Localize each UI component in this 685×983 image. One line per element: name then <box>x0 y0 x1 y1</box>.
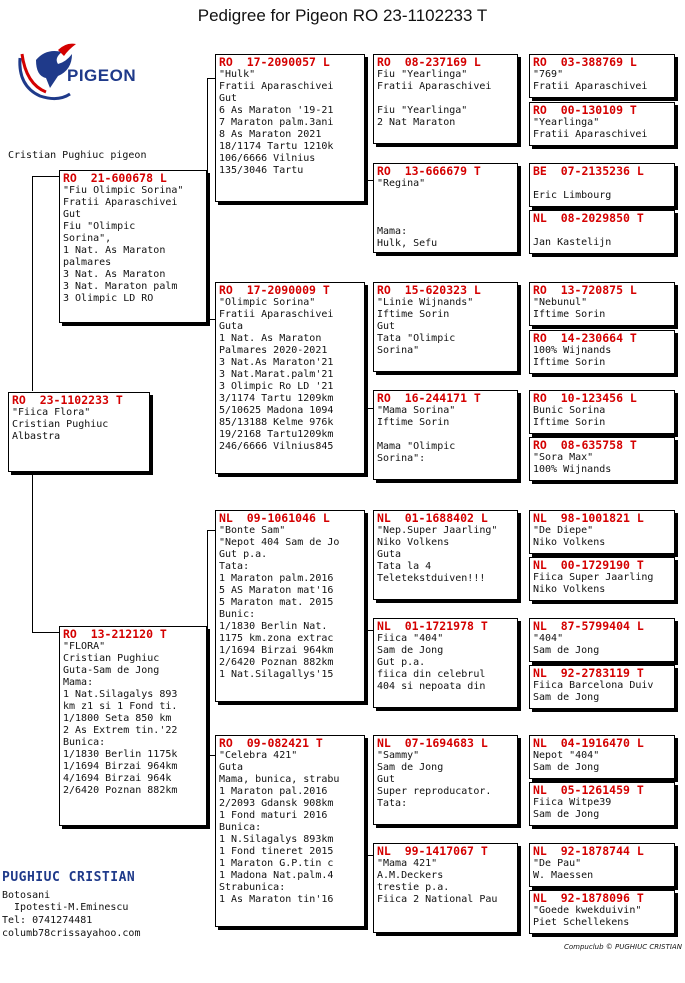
pigeon-info-line: Guta-Sam de Jong <box>63 665 160 676</box>
ring-number: RO 08-635758 T <box>533 438 637 452</box>
footer-credit: Compuclub © PUGHIUC CRISTIAN <box>564 943 682 951</box>
pigeon-info-line: 1 Nat.Silagallys'15 <box>219 669 334 680</box>
pigeon-box-gen3 <box>373 54 518 144</box>
ring-number: NL 92-1878096 T <box>533 891 644 905</box>
ring-number: NL 92-2783119 T <box>533 666 644 680</box>
pigeon-info-line: Guta <box>377 549 402 560</box>
pigeon-info-line: "769" <box>533 69 564 80</box>
connector <box>365 745 366 855</box>
pigeon-info-line: Gut p.a. <box>219 549 268 560</box>
pigeon-info-line: Piet Schellekens <box>533 917 630 928</box>
connector <box>365 180 373 181</box>
pigeon-box-gen2 <box>215 54 365 202</box>
pigeon-box-gen4 <box>529 510 675 554</box>
pigeon-info-line: "FLORA" <box>63 641 106 652</box>
pigeon-info-line: Fiica Witpe39 <box>533 797 612 808</box>
pigeon-info-line: 404 si nepoata din <box>377 681 486 692</box>
pigeon-info-line: Sam de Jong <box>533 809 600 820</box>
ring-number: NL 00-1729190 T <box>533 558 644 572</box>
pigeon-info-line: Gut <box>377 321 396 332</box>
pigeon-info-line: 1/1800 Seta 850 km <box>63 713 172 724</box>
connector <box>32 472 33 632</box>
pigeon-info-line: "Sora Max" <box>533 452 594 463</box>
pigeon-info-line: Sam de Jong <box>377 645 444 656</box>
connector <box>207 78 208 188</box>
connector <box>207 755 215 756</box>
pigeon-info-line: 3 Nat. Maraton palm <box>63 281 178 292</box>
pigeon-info-line: Tata: <box>219 561 250 572</box>
pigeon-info-line: Fiica Barcelona Duiv <box>533 680 654 691</box>
owner-email: columb78crissayahoo.com <box>2 928 141 939</box>
pigeon-info-line: 1/1694 Birzai 964km <box>219 645 334 656</box>
pigeon-info-line: "Olimpic Sorina" <box>219 297 316 308</box>
pigeon-info-line <box>533 225 671 237</box>
pigeon-info-line: Fiu "Yearlinga" <box>377 69 468 80</box>
pigeon-box-gen4 <box>529 557 675 601</box>
pigeon-info-line: 5 Maraton mat. 2015 <box>219 597 334 608</box>
pigeon-info-line: 1 Nat. As Maraton <box>219 333 322 344</box>
owner-name: PUGHIUC CRISTIAN <box>2 870 136 885</box>
pigeon-info-line: Fiu "Olimpic <box>63 221 136 232</box>
pigeon-info-line: Mama, bunica, strabu <box>219 774 340 785</box>
pigeon-info-line <box>533 178 671 190</box>
pigeon-info-line: 106/6666 Vilnius <box>219 153 316 164</box>
pigeon-info-line: 1/1830 Berlin Nat. <box>219 621 328 632</box>
pigeon-info-line: 8 As Maraton 2021 <box>219 129 322 140</box>
pigeon-info-line: "Yearlinga" <box>533 117 600 128</box>
ring-number: RO 08-237169 L <box>377 55 481 69</box>
pigeon-info-line: Niko Volkens <box>533 584 606 595</box>
ring-number: NL 08-2029850 T <box>533 211 644 225</box>
pigeon-info-line: Fiica "404" <box>377 633 444 644</box>
caption: Cristian Pughiuc pigeon <box>8 150 147 161</box>
ring-number: RO 00-130109 T <box>533 103 637 117</box>
pigeon-box-gen3 <box>373 735 518 825</box>
pigeon-info-line: Fratii Aparaschivei <box>219 81 334 92</box>
ring-number: NL 99-1417067 T <box>377 844 488 858</box>
pigeon-box-gen4 <box>529 54 675 98</box>
pigeon-info-line: Fratii Aparaschivei <box>219 309 334 320</box>
pigeon-info-line: Tata: <box>377 798 408 809</box>
pigeon-info-line: "Bonte Sam" <box>219 525 286 536</box>
pigeon-info-line: 100% Wijnands <box>533 345 612 356</box>
pigeon-info-line: Mama "Olimpic <box>377 441 456 452</box>
pigeon-info-line: "Mama 421" <box>377 858 438 869</box>
connector <box>207 530 215 531</box>
pigeon-box-gen4 <box>529 735 675 779</box>
pigeon-info-line: W. Maessen <box>533 870 594 881</box>
owner-phone: Tel: 0741274481 <box>2 915 93 926</box>
pigeon-info-line: 5/10625 Madona 1094 <box>219 405 334 416</box>
pigeon-box-gen3 <box>373 390 518 480</box>
ring-number: NL 05-1261459 T <box>533 783 644 797</box>
ring-number: NL 87-5799404 L <box>533 619 644 633</box>
pigeon-info-line: "Sammy" <box>377 750 420 761</box>
pigeon-info-line: Niko Volkens <box>377 537 450 548</box>
pigeon-info-line: 1/1830 Berlin 1175k <box>63 749 178 760</box>
owner-address-line: Ipotesti-M.Eminescu <box>2 902 129 913</box>
pigeon-info-line: Sam de Jong <box>533 762 600 773</box>
pigeon-info-line: Iftime Sorin <box>533 357 606 368</box>
pigeon-info-line: 2 Nat Maraton <box>377 117 456 128</box>
pigeon-info-line: Sorina" <box>377 345 420 356</box>
pigeon-info-line: trestie p.a. <box>377 882 450 893</box>
connector <box>207 78 215 79</box>
pigeon-info-line: Niko Volkens <box>533 537 606 548</box>
pigeon-info-line: "Mama Sorina" <box>377 405 456 416</box>
pigeon-info-line: 3 Nat.As Maraton'21 <box>219 357 334 368</box>
pigeon-info-line: 1 Maraton pal.2016 <box>219 786 328 797</box>
pigeon-info-line: Tata la 4 <box>377 561 432 572</box>
pigeon-box-gen4 <box>529 890 675 934</box>
pigeon-info-line: Bunic: <box>219 609 256 620</box>
pigeon-info-line: Sam de Jong <box>533 645 600 656</box>
ring-number: RO 13-666679 T <box>377 164 481 178</box>
pigeon-info-line <box>377 93 514 105</box>
ring-number: RO 21-600678 L <box>63 171 167 185</box>
pigeon-info-line: 1 Maraton G.P.tin c <box>219 858 334 869</box>
pigeon-info-line: 1/1694 Birzai 964km <box>63 761 178 772</box>
pigeon-info-line: "Regina" <box>377 178 426 189</box>
pigeon-info-line: 100% Wijnands <box>533 464 612 475</box>
page-title: Pedigree for Pigeon RO 23-1102233 T <box>197 6 488 25</box>
pigeon-info-line: 1 As Maraton tin'16 <box>219 894 334 905</box>
pigeon-info-line: 2 As Extrem tin.'22 <box>63 725 178 736</box>
pigeon-info-line: 1 Maraton palm.2016 <box>219 573 334 584</box>
pigeon-info-line: Jan Kastelijn <box>533 237 612 248</box>
pigeon-info-line: Fiu "Yearlinga" <box>377 105 468 116</box>
pigeon-info-line: Iftime Sorin <box>533 309 606 320</box>
pigeon-info-line: Sorina": <box>377 453 426 464</box>
pigeon-info-line: 2/6420 Poznan 882km <box>219 657 334 668</box>
pigeon-info-line: Bunica: <box>63 737 106 748</box>
pigeon-info-line: Super reproducator. <box>377 786 492 797</box>
pigeon-box-gen4 <box>529 390 675 434</box>
ring-number: NL 09-1061046 L <box>219 511 330 525</box>
pigeon-info-line: Palmares 2020-2021 <box>219 345 328 356</box>
pigeon-info-line: km z1 si 1 Fond ti. <box>63 701 178 712</box>
connector <box>365 290 366 408</box>
pigeon-info-line <box>377 190 514 202</box>
connector <box>32 176 59 177</box>
pigeon-box-gen4 <box>529 843 675 887</box>
pigeon-info-line: Cristian Pughiuc <box>63 653 160 664</box>
pigeon-info-line: 3/1174 Tartu 1209km <box>219 393 334 404</box>
pigeon-box-gen4 <box>529 437 675 481</box>
pigeon-info-line: Iftime Sorin <box>533 417 606 428</box>
pigeon-info-line: "De Diepe" <box>533 525 594 536</box>
logo-text: PIGEON <box>67 66 137 85</box>
connector <box>207 275 208 320</box>
pigeon-info-line: 7 Maraton palm.3ani <box>219 117 334 128</box>
pigeon-info-line: 4/1694 Birzai 964k <box>63 773 172 784</box>
pigeon-info-line: Bunica: <box>219 822 262 833</box>
pigeon-info-line: fiica din celebrul <box>377 669 486 680</box>
pigeon-info-line: 85/13188 Kelme 976k <box>219 417 334 428</box>
pigeon-info-line: palmares <box>63 257 112 268</box>
pigeon-info-line: Mama: <box>63 677 94 688</box>
pigeon-box-gen4 <box>529 782 675 826</box>
pigeon-info-line: "Hulk" <box>219 69 256 80</box>
pigeon-info-line: Sam de Jong <box>533 692 600 703</box>
pigeon-info-line <box>377 202 514 214</box>
pigeon-info-line: 2/6420 Poznan 882km <box>63 785 178 796</box>
pigeon-box-gen4 <box>529 282 675 326</box>
pigeon-info-line: Sorina", <box>63 233 112 244</box>
pigeon-info-line: Eric Limbourg <box>533 190 612 201</box>
connector <box>207 530 208 630</box>
pigeon-info-line: 246/6666 Vilnius845 <box>219 441 334 452</box>
pigeon-info-line: "Nepot 404 Sam de Jo <box>219 537 340 548</box>
pigeon-box-gen4 <box>529 102 675 146</box>
connector <box>207 705 208 755</box>
pigeon-info-line: "Goede kwekduivin" <box>533 905 642 916</box>
pigeon-box-gen4 <box>529 210 675 254</box>
pigeon-box-gen3 <box>373 510 518 600</box>
ring-number: RO 13-720875 L <box>533 283 637 297</box>
pigeon-info-line: 3 Nat.Marat.palm'21 <box>219 369 334 380</box>
ring-number: RO 09-082421 T <box>219 736 323 750</box>
pigeon-info-line: A.M.Deckers <box>377 870 444 881</box>
ring-number: BE 07-2135236 L <box>533 164 644 178</box>
pigeon-info-line: 18/1174 Tartu 1210k <box>219 141 334 152</box>
ring-number: NL 92-1878744 L <box>533 844 644 858</box>
ring-number: RO 17-2090009 T <box>219 283 330 297</box>
pigeon-info-line: Guta <box>219 321 244 332</box>
connector <box>207 319 215 320</box>
ring-number: RO 10-123456 L <box>533 391 637 405</box>
pigeon-info-line: Fiica 2 National Pau <box>377 894 498 905</box>
pigeon-info-line: Tata "Olimpic <box>377 333 456 344</box>
pigeon-info-line: 1 Fond maturi 2016 <box>219 810 328 821</box>
pigeon-box-gen3 <box>373 282 518 372</box>
pigeon-info-line: "De Pau" <box>533 858 582 869</box>
pigeon-info-line: "Fiu Olimpic Sorina" <box>63 185 184 196</box>
pigeon-info-line: Nepot "404" <box>533 750 600 761</box>
pigeon-info-line: Strabunica: <box>219 882 286 893</box>
pigeon-info-line: 1175 km.zona extrac <box>219 633 334 644</box>
pigeon-info-line: 3 Olimpic LD RO <box>63 293 154 304</box>
pigeon-box-gen3 <box>373 618 518 708</box>
ring-number: RO 17-2090057 L <box>219 55 330 69</box>
pigeon-info-line: 19/2168 Tartu1209km <box>219 429 334 440</box>
ring-number: RO 13-212120 T <box>63 627 167 641</box>
pigeon-box-gen3 <box>373 163 518 253</box>
pigeon-info-line: 1 Fond tineret 2015 <box>219 846 334 857</box>
pigeon-info-line: Gut <box>63 209 82 220</box>
pigeon-info-line: 1 Nat.Silagalys 893 <box>63 689 178 700</box>
pigeon-info-line: 3 Nat. As Maraton <box>63 269 166 280</box>
connector <box>365 62 366 180</box>
pigeon-info-line: 5 AS Maraton mat'16 <box>219 585 334 596</box>
ring-number: NL 01-1721978 T <box>377 619 488 633</box>
pigeon-info-line: "Nep.Super Jaarling" <box>377 525 498 536</box>
pigeon-info-line: Fratii Aparaschivei <box>377 81 492 92</box>
owner-address-line: Botosani <box>2 890 51 901</box>
ring-number: NL 98-1001821 L <box>533 511 644 525</box>
pigeon-info-line: Mama: <box>377 226 408 237</box>
connector <box>365 630 373 631</box>
pigeon-info-line: Sam de Jong <box>377 762 444 773</box>
pigeon-info-line: 2/2093 Gdansk 908km <box>219 798 334 809</box>
pigeon-info-line: 1 N.Silagalys 893km <box>219 834 334 845</box>
pigeon-info-line: 135/3046 Tartu <box>219 165 304 176</box>
pigeon-info-line: Gut <box>219 93 238 104</box>
pigeon-info-line: Fratii Aparaschivei <box>63 197 178 208</box>
connector <box>32 632 59 633</box>
pigeon-box-gen2 <box>215 282 365 474</box>
pigeon-info-line <box>377 429 514 441</box>
pigeon-info-line: "Fiica Flora" <box>12 407 91 418</box>
ring-number: NL 04-1916470 L <box>533 736 644 750</box>
pigeon-info-line: Albastra <box>12 431 61 442</box>
connector <box>32 176 33 391</box>
connector <box>365 520 366 630</box>
pigeon-info-line: "404" <box>533 633 564 644</box>
pigeon-box-gen3 <box>373 843 518 933</box>
pigeon-info-line: Cristian Pughiuc <box>12 419 109 430</box>
ring-number: RO 15-620323 L <box>377 283 481 297</box>
pigeon-info-line: Fratii Aparaschivei <box>533 129 648 140</box>
ring-number: RO 16-244171 T <box>377 391 481 405</box>
pigeon-info-line: "Linie Wijnands" <box>377 297 474 308</box>
connector <box>365 855 373 856</box>
ring-number: RO 14-230664 T <box>533 331 637 345</box>
pigeon-box-gen4 <box>529 163 675 207</box>
pigeon-box-gen2 <box>215 510 365 702</box>
pigeon-info-line: Guta <box>219 762 244 773</box>
pigeon-info-line: Gut <box>377 774 396 785</box>
pigeon-info-line: 3 Olimpic Ro LD '21 <box>219 381 334 392</box>
pigeon-info-line: "Celebra 421" <box>219 750 298 761</box>
pigeon-info-line: Fiica Super Jaarling <box>533 572 654 583</box>
pigeon-info-line: Fratii Aparaschivei <box>533 81 648 92</box>
pigeon-info-line: Iftime Sorin <box>377 309 450 320</box>
ring-number: RO 03-388769 L <box>533 55 637 69</box>
pigeon-box-sire <box>59 170 207 323</box>
pigeon-box-gen4 <box>529 330 675 374</box>
ring-number: NL 01-1688402 L <box>377 511 488 525</box>
pigeon-info-line: 6 As Maraton '19-21 <box>219 105 334 116</box>
pigeon-box-gen2 <box>215 735 365 927</box>
pigeon-info-line: Gut p.a. <box>377 657 426 668</box>
connector <box>365 408 373 409</box>
pigeon-box-dam <box>59 626 207 826</box>
pigeon-info-line: "Nebunul" <box>533 297 588 308</box>
pigeon-info-line: 1 Nat. As Maraton <box>63 245 166 256</box>
pigeon-info-line: Bunic Sorina <box>533 405 606 416</box>
pigeon-info-line: Teletekstduiven!!! <box>377 573 486 584</box>
pigeon-info-line: Hulk, Sefu <box>377 238 438 249</box>
pigeon-box-gen4 <box>529 618 675 662</box>
pigeon-info-line: 1 Madona Nat.palm.4 <box>219 870 334 881</box>
pigeon-box-subject <box>8 392 150 472</box>
ring-number: RO 23-1102233 T <box>12 393 123 407</box>
ring-number: NL 07-1694683 L <box>377 736 488 750</box>
pigeon-info-line: Iftime Sorin <box>377 417 450 428</box>
pigeon-box-gen4 <box>529 665 675 709</box>
pigeon-info-line <box>377 214 514 226</box>
